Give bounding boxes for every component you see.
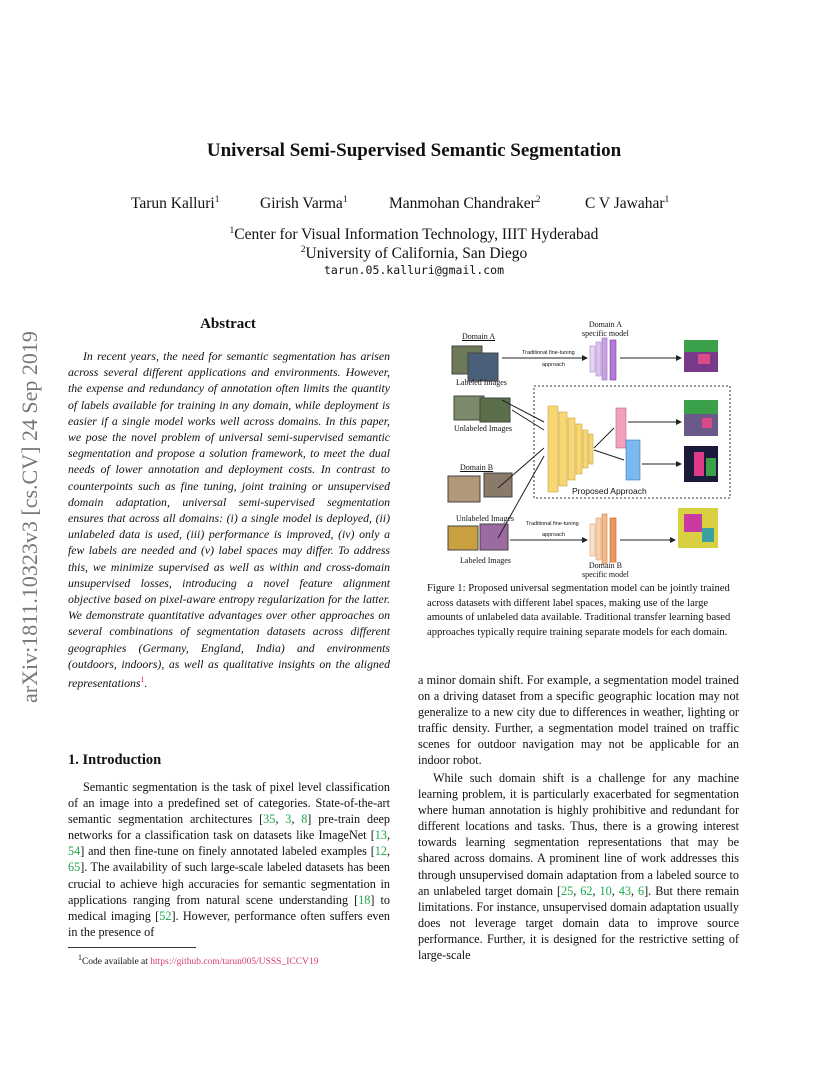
figure-1 bbox=[440, 318, 740, 580]
author-2: Girish Varma$^1$ bbox=[260, 195, 348, 213]
paper-title: Universal Semi-Supervised Semantic Segmentation bbox=[206, 140, 622, 161]
citation[interactable]: 25 bbox=[561, 883, 574, 898]
citation[interactable]: 10 bbox=[599, 883, 612, 898]
code-link[interactable]: https://github.com/tarun005/USSS_ICCV19 bbox=[150, 957, 319, 968]
citation[interactable]: 62 bbox=[580, 883, 593, 898]
citation[interactable]: 13 bbox=[374, 828, 387, 843]
author-email[interactable]: tarun.05.kalluri@gmail.com bbox=[323, 263, 504, 277]
citation[interactable]: 52 bbox=[159, 908, 172, 923]
footnote: $^1$Code available at https://github.com/tarun005/USSS_ICCV19 bbox=[78, 953, 319, 968]
citation[interactable]: 18 bbox=[358, 892, 371, 907]
figure-label-traditional-b: Traditional fine-tuning bbox=[526, 521, 579, 527]
figure-label-domain-a: Domain A bbox=[462, 332, 496, 341]
figure-label-model-a: Domain A specific model bbox=[582, 320, 629, 338]
footnote-divider bbox=[68, 947, 196, 948]
abstract-heading: Abstract bbox=[200, 316, 256, 332]
footnote-ref[interactable]: 1 bbox=[140, 675, 145, 685]
affiliation-2: $^2$University of California, San Diego bbox=[300, 245, 528, 263]
abstract-text: In recent years, the need for semantic segmentation has arisen across several different applications and environments. However, the expense and redundancy of annotation often limits the quantity of labels available for training in any domain, while deployment is easier if a single model works well across domains. In this paper, we pose the novel problem of universal semi-supervised semantic segmentation and propose a solution framework, to meet the dual needs of lower annotation and deployment costs. In contrast to counterpoints such as fine tuning, joint training or unsupervised domain adaptation, universal semi-supervised segmentation ensures that across all domains: (i) a single model is deployed, (ii) unlabeled data is used, (iii) performance is improved, (iv) only a few labels are needed and (v) label spaces may differ. To address this, we minimize supervised as well as within and cross-domain unsupervised losses, introducing a novel feature alignment objective based on pixel-aware entropy regularization for the latter. We demonstrate quantitative advantages over other approaches on several combinations of segmentation datasets across different geographies (Germany, England, India) and environments (outdoors, indoors), as well as qualitative insights on the aligned representations$^1$. bbox=[68, 349, 390, 690]
citation[interactable]: 6 bbox=[638, 883, 645, 898]
author-1: Tarun Kalluri$^1$ bbox=[131, 195, 220, 213]
citation[interactable]: 65 bbox=[68, 860, 81, 875]
author-3: Manmohan Chandraker$^2$ bbox=[389, 195, 541, 213]
figure-label-unlabeled-b: Unlabeled Images bbox=[456, 514, 514, 523]
figure-1-caption: Figure 1: Proposed universal segmentation model can be jointly trained across datasets with different label spaces, making use of the large amounts of unlabeled data available. Traditional transfer learning based approaches typically require training separate models for each domain. bbox=[427, 583, 731, 638]
figure-label-domain-b: Domain B bbox=[460, 463, 494, 472]
figure-label-labeled-b: Labeled Images bbox=[460, 556, 511, 565]
figure-label-unlabeled-a: Unlabeled Images bbox=[454, 424, 512, 433]
citation[interactable]: 43 bbox=[618, 883, 631, 898]
citation[interactable]: 12 bbox=[374, 844, 387, 859]
intro-paragraph-left: Semantic segmentation is the task of pixel level classification of an image into a predefined set of categories. State-of-the-art semantic segmentation architectures [35, 3, 8] pre-train deep networks for a classification task on datasets like ImageNet [13, 54] and then fine-tune on finely annotated labeled examples [12, 65]. The availability of such large-scale labeled datasets has been crucial to achieve high accuracies for semantic segmentation in applications ranging from natural scene understanding [18] to medical imaging [52]. However, performance often suffers even in the presence of bbox=[68, 780, 390, 939]
author-4: C V Jawahar$^1$ bbox=[585, 195, 670, 213]
figure-label-model-b: Domain B specific model bbox=[582, 561, 629, 579]
citation[interactable]: 3 bbox=[285, 812, 292, 827]
citation[interactable]: 8 bbox=[301, 812, 308, 827]
figure-label-approach-b: approach bbox=[542, 532, 565, 538]
figure-label-approach-a: approach bbox=[542, 362, 565, 368]
citation[interactable]: 35 bbox=[263, 812, 276, 827]
figure-label-proposed: Proposed Approach bbox=[572, 486, 647, 496]
affiliation-1: $^1$Center for Visual Information Technology, IIIT Hyderabad bbox=[229, 226, 599, 244]
intro-paragraph-right-2: While such domain shift is a challenge for any machine learning problem, it is particularly exacerbated for segmentation where human annotation is highly prohibitive and redundant for different locations and tasks. Thus, there is a growing interest towards learning segmentation representations that may be shared across domains. A prominent line of work addresses this through unsupervised domain adaptation from a labeled source to an unlabeled target domain [25, 62, 10, 43, 6]. But there remain limitations. For instance, unsupervised domain adaptation usually does not leverage target domain data to improve source performance. Further, it is designed for the restrictive setting of large-scale bbox=[418, 771, 740, 963]
figure-label-traditional-a: Traditional fine-tuning bbox=[522, 350, 575, 356]
section-heading-introduction: 1. Introduction bbox=[68, 752, 162, 768]
intro-paragraph-right-1: a minor domain shift. For example, a segmentation model trained on a driving dataset from a specific geographic location may not generalize to a new city due to differences in weather, lighting or traffic density. Further, a segmentation model trained on traffic scenes for outdoor navigation may not be applicable for an indoor robot. bbox=[418, 673, 739, 768]
figure-diagram bbox=[440, 318, 740, 580]
arxiv-stamp: arXiv:1811.10323v3 [cs.CV] 24 Sep 2019 bbox=[17, 331, 42, 703]
figure-label-labeled-a: Labeled Images bbox=[456, 378, 507, 387]
citation[interactable]: 54 bbox=[68, 844, 81, 859]
